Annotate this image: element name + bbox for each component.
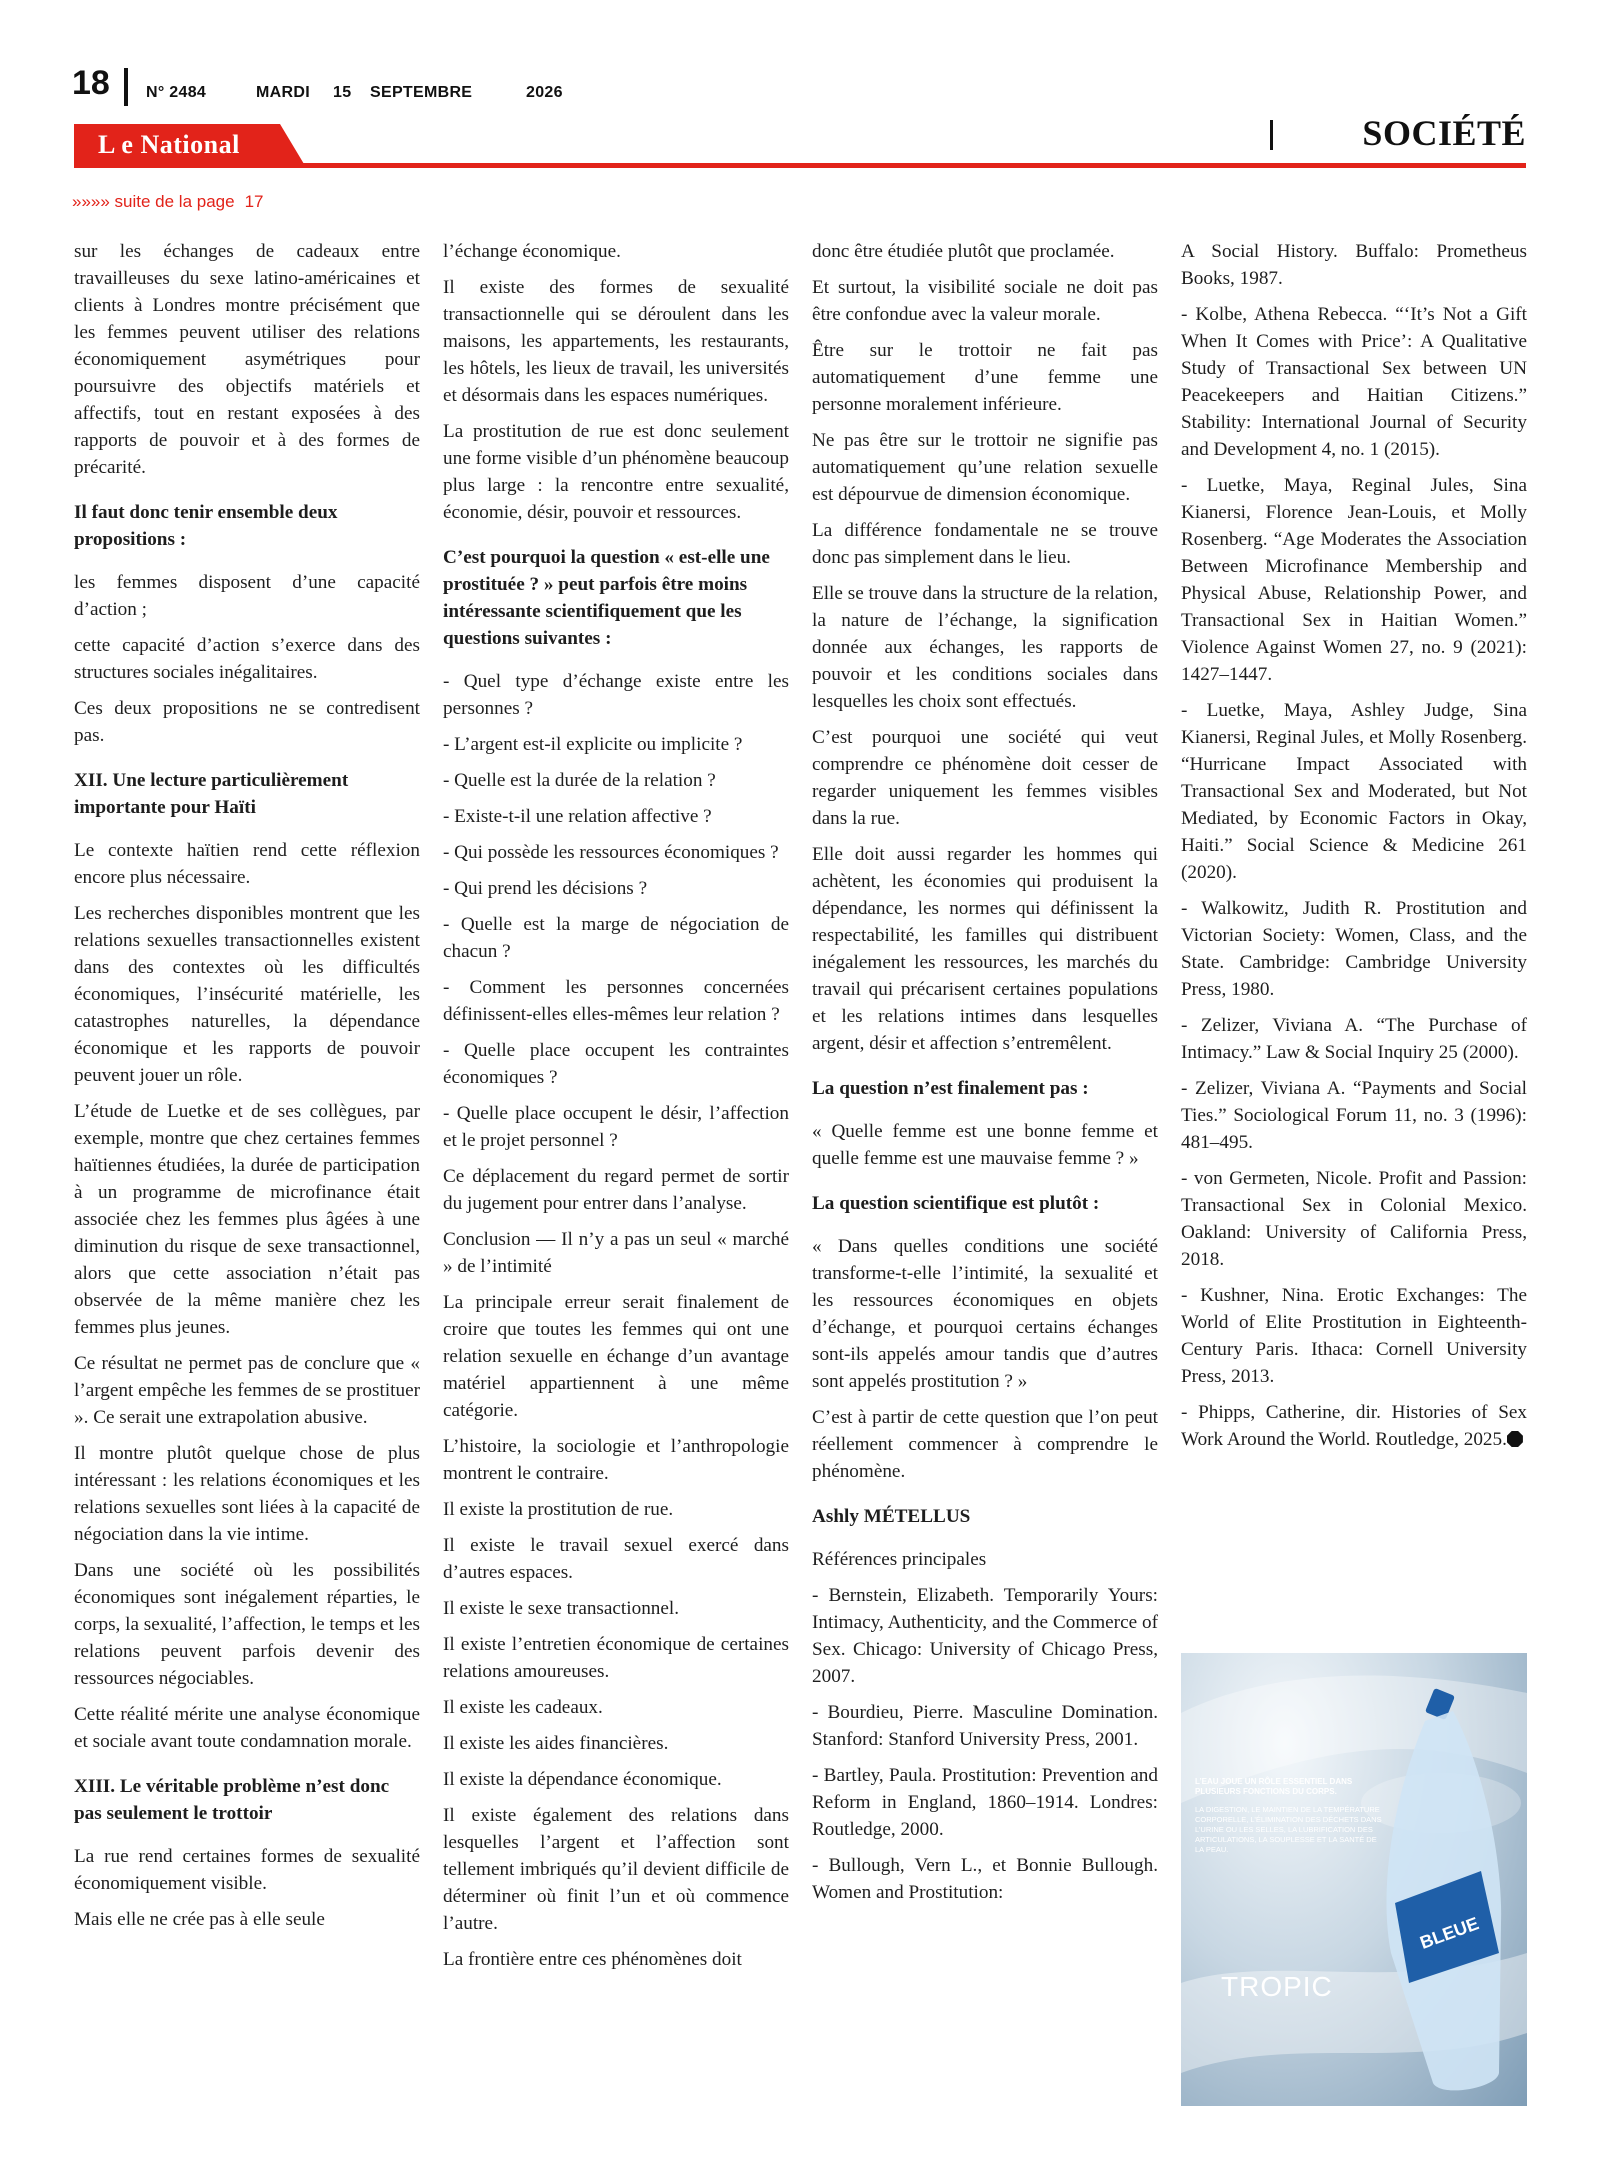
reference-item-last [1181,1399,1527,1453]
paragraph: Conclusion — Il n’y a pas un seul « marché » de l’intimité [443,1229,789,1277]
paragraph: Ne pas être sur le trottoir ne signifie pas automatiquement qu’une relation sexuelle est dépourvue de dimension économique. [812,430,1158,505]
paragraph: Il existe également des relations dans lesquelles l’argent et l’affection sont tellement imbriqués qu’il devient difficile de déterminer où finit l’un et où commence l’autre. [443,1805,789,1934]
question-item: - Qui possède les ressources économiques ? [443,842,779,863]
question-item: - Quelle est la marge de négociation de chacun ? [443,914,789,962]
reference-item: - Zelizer, Viviana A. “The Purchase of Intimacy.” Law & Social Inquiry 25 (2000). [1181,1015,1527,1063]
paragraph: Il existe le travail sexuel exercé dans d’autres espaces. [443,1535,789,1583]
paragraph: Il montre plutôt quelque chose de plus intéressant : les relations économiques et les relations sexuelles sont liées à la capacité de négociation dans la vie intime. [74,1443,420,1545]
reference-item: - von Germeten, Nicole. Profit and Passion: Transactional Sex in Colonial Mexico. Oakland: University of California Press, 2018. [1181,1168,1527,1270]
continued-page: 17 [244,192,264,211]
end-of-article-icon [1507,1431,1523,1447]
question-item: - L’argent est-il explicite ou implicite ? [443,734,743,755]
reference-item: - Walkowitz, Judith R. Prostitution and Victorian Society: Women, Class, and the State. Cambridge: Cambridge University Press, 1980. [1181,898,1527,1000]
question-item: - Existe-t-il une relation affective ? [443,806,712,827]
date-weekday: MARDI [256,84,310,101]
reference-item: - Luetke, Maya, Reginal Jules, Sina Kianersi, Florence Jean-Louis, et Molly Rosenberg. “Age Moderates the Association Between Microfinance Membership and Physical Abuse, Relationship Power, and Transactional Sex in Haitian Women.” Violence Against Women 27, no. 9 (2021): 1427–1447. [1181,475,1527,685]
article-column-4 [1181,238,1527,1462]
section-heading: XII. Une lecture particulièrement importante pour Haïti [74,770,349,818]
question-item: - Comment les personnes concernées définissent-elles elles-mêmes leur relation ? [443,977,789,1025]
paragraph: Il existe la prostitution de rue. [443,1499,674,1520]
ad-brand-logo: TROPIC [1221,1971,1333,2002]
paragraph: « Dans quelles conditions une société transforme-t-elle l’intimité, la sexualité et les ressources économiques en objets d’échange, et pourquoi certains échanges sont-ils appelés amour tandis que d’autres sont appelés prostitution ? » [812,1236,1158,1392]
reference-text: - Phipps, Catherine, dir. Histories of Sex Work Around the World. Routledge, 2025. [1181,1402,1527,1450]
advertisement [1181,1653,1527,2106]
paragraph: L’histoire, la sociologie et l’anthropologie montrent le contraire. [443,1436,789,1484]
water-splash-graphic [1181,1653,1527,2106]
section-heading: XIII. Le véritable problème n’est donc pas seulement le trottoir [74,1776,390,1824]
paragraph: Ce déplacement du regard permet de sortir du jugement pour entrer dans l’analyse. [443,1166,789,1214]
paragraph: Il existe le sexe transactionnel. [443,1598,680,1619]
page-number: 18 [72,64,110,102]
paragraph: « Quelle femme est une bonne femme et quelle femme est une mauvaise femme ? » [812,1121,1158,1169]
continued-from [72,192,264,212]
paragraph: sur les échanges de cadeaux entre travailleuses du sexe latino-américaines et clients à Londres montre précisément que les femmes peuvent utiliser des relations économiquement asymétriques pour poursuivre des objectifs matériels et affectifs, tout en restant exposées à des rapports de pouvoir et à des formes de précarité. [74,241,420,478]
paragraph: Cette réalité mérite une analyse économique et sociale avant toute condamnation morale. [74,1704,420,1752]
page-header [0,0,1600,180]
references-heading: Références principales [812,1549,987,1570]
continued-label: »»»» suite de la page [72,192,235,211]
subheading: Il faut donc tenir ensemble deux propositions : [74,502,338,550]
ad-headline: L’EAU JOUE UN RÔLE ESSENTIEL DANS PLUSIEURS FONCTIONS DU CORPS. [1195,1777,1353,1796]
reference-item: - Bullough, Vern L., et Bonnie Bullough. Women and Prostitution: [812,1855,1158,1903]
reference-item: A Social History. Buffalo: Prometheus Books, 1987. [1181,241,1527,289]
paragraph: donc être étudiée plutôt que proclamée. [812,241,1115,262]
issue-number: N° 2484 [146,84,207,101]
paragraph: Il existe des formes de sexualité transactionnelle qui se déroulent dans les maisons, les appartements, les restaurants, les hôtels, les lieux de travail, les universités et désormais dans les espaces numériques. [443,277,789,406]
question-item: - Quelle est la durée de la relation ? [443,770,716,791]
article-column-1 [74,238,420,1942]
reference-item: - Zelizer, Viviana A. “Payments and Social Ties.” Sociological Forum 11, no. 3 (1996): 481–495. [1181,1078,1527,1153]
reference-item: - Luetke, Maya, Ashley Judge, Sina Kianersi, Reginal Jules, et Molly Rosenberg. “Hurricane Impact Associated with Transactional Sex and Moderated, but Not Mediated, by Economic Factors in Okay, Haiti.” Social Science & Medicine 261 (2020). [1181,700,1527,883]
question-item: - Qui prend les décisions ? [443,878,648,899]
paragraph: Elle doit aussi regarder les hommes qui achètent, les économies qui produisent la dépendance, les normes qui définissent la respectabilité, les familles qui distribuent inégalement les ressources, les marchés du travail qui précarisent certaines populations et les relations intimes dans lesquelles argent, désir et affection s’entremêlent. [812,844,1158,1054]
paragraph: Dans une société où les possibilités économiques sont inégalement réparties, le corps, la sexualité, l’affection, le temps et les relations peuvent parfois devenir des ressources négociables. [74,1560,420,1689]
paragraph: Les recherches disponibles montrent que les relations sexuelles transactionnelles existent dans des contextes où les difficultés économiques, l’insécurité matérielle, les catastrophes naturelles, la dépendance économique et les rapports de pouvoir peuvent jouer un rôle. [74,903,420,1086]
reference-item: - Bartley, Paula. Prostitution: Prevention and Reform in England, 1860–1914. Londres: Routledge, 2000. [812,1765,1158,1840]
paragraph: les femmes disposent d’une capacité d’action ; [74,572,420,620]
paragraph: L’étude de Luetke et de ses collègues, par exemple, montre que chez certaines femmes haïtiennes étudiées, la durée de participation à un programme de microfinance était associée chez les femmes plus âgées à une diminution du risque de sexe transactionnel, alors que cette association n’était pas observée de la même manière chez les femmes plus jeunes. [74,1101,420,1338]
paragraph: La rue rend certaines formes de sexualité économiquement visible. [74,1846,420,1894]
paragraph: cette capacité d’action s’exerce dans des structures sociales inégalitaires. [74,635,420,683]
subheading: La question scientifique est plutôt : [812,1193,1100,1214]
paragraph: Ces deux propositions ne se contredisent pas. [74,698,420,746]
paragraph: Être sur le trottoir ne fait pas automatiquement d’une femme une personne moralement inférieure. [812,340,1158,415]
header-rule [74,163,1526,168]
paragraph: l’échange économique. [443,241,621,262]
paragraph: Il existe les aides financières. [443,1733,669,1754]
question-item: - Quelle place occupent les contraintes économiques ? [443,1040,789,1088]
question-item: - Quel type d’échange existe entre les personnes ? [443,671,789,719]
brand-logo [74,124,304,164]
reference-item: - Kolbe, Athena Rebecca. “‘It’s Not a Gift When It Comes with Price’: A Qualitative Study of Transactional Sex between UN Peacekeepers and Haitian Citizens.” Stability: International Journal of Security and Development 4, no. 1 (2015). [1181,304,1527,460]
reference-item: - Bernstein, Elizabeth. Temporarily Yours: Intimacy, Authenticity, and the Commerce of Sex. Chicago: University of Chicago Press, 2007. [812,1585,1158,1687]
paragraph: Il existe la dépendance économique. [443,1769,722,1790]
article-column-3 [812,238,1158,1915]
paragraph: La prostitution de rue est donc seulement une forme visible d’un phénomène beaucoup plus large : la rencontre entre sexualité, économie, désir, pouvoir et ressources. [443,421,789,523]
subheading: C’est pourquoi la question « est-elle une prostituée ? » peut parfois être moins intéressante scientifiquement que les questions suivantes : [443,547,770,649]
paragraph: C’est pourquoi une société qui veut comprendre ce phénomène doit cesser de regarder uniquement les femmes visibles dans la rue. [812,727,1158,829]
paragraph: Elle se trouve dans la structure de la relation, la nature de l’échange, la signification donnée aux échanges, les rapports de pouvoir et les conditions sociales dans lesquelles les choix sont effectués. [812,583,1158,712]
article-column-2 [443,238,789,1982]
brand-name: L e National [98,130,240,159]
page-number-divider [124,68,128,106]
date-year: 2026 [526,84,563,101]
ad-copy [1195,1777,1385,1855]
section-title: SOCIÉTÉ [1362,113,1526,153]
paragraph: Mais elle ne crée pas à elle seule [74,1909,325,1930]
subheading: La question n’est finalement pas : [812,1078,1089,1099]
paragraph: La principale erreur serait finalement de croire que toutes les femmes qui ont une relation sexuelle en échange d’un avantage matériel appartiennent à une même catégorie. [443,1292,789,1421]
paragraph: Et surtout, la visibilité sociale ne doit pas être confondue avec la valeur morale. [812,277,1158,325]
paragraph: C’est à partir de cette question que l’on peut réellement commencer à comprendre le phénomène. [812,1407,1158,1482]
bottle-label: BLEUE [1417,1913,1482,1953]
paragraph: Il existe les cadeaux. [443,1697,603,1718]
author-name: Ashly MÉTELLUS [812,1506,971,1527]
date-day: 15 [333,84,352,101]
date-month: SEPTEMBRE [370,84,473,101]
reference-item: - Bourdieu, Pierre. Masculine Domination. Stanford: Stanford University Press, 2001. [812,1702,1158,1750]
paragraph: Ce résultat ne permet pas de conclure que « l’argent empêche les femmes de se prostituer ». Ce serait une extrapolation abusive. [74,1353,420,1428]
ad-body: LA DIGESTION, LE MAINTIEN DE LA TEMPÉRATURE CORPORELLE, L’ÉLIMINATION DES DÉCHETS DANS L’URINE OU LES SELLES, LA LUBRIFICATION DES ARTICULATIONS, LA SOUPLESSE ET LA SANTÉ DE LA PEAU. [1195,1805,1382,1854]
paragraph: La frontière entre ces phénomènes doit [443,1949,742,1970]
section-divider [1270,120,1273,150]
paragraph: Il existe l’entretien économique de certaines relations amoureuses. [443,1634,789,1682]
paragraph: Le contexte haïtien rend cette réflexion encore plus nécessaire. [74,840,420,888]
reference-item: - Kushner, Nina. Erotic Exchanges: The World of Elite Prostitution in Eighteenth-Century Paris. Ithaca: Cornell University Press, 2013. [1181,1285,1527,1387]
question-item: - Quelle place occupent le désir, l’affection et le projet personnel ? [443,1103,789,1151]
paragraph: La différence fondamentale ne se trouve donc pas simplement dans le lieu. [812,520,1158,568]
